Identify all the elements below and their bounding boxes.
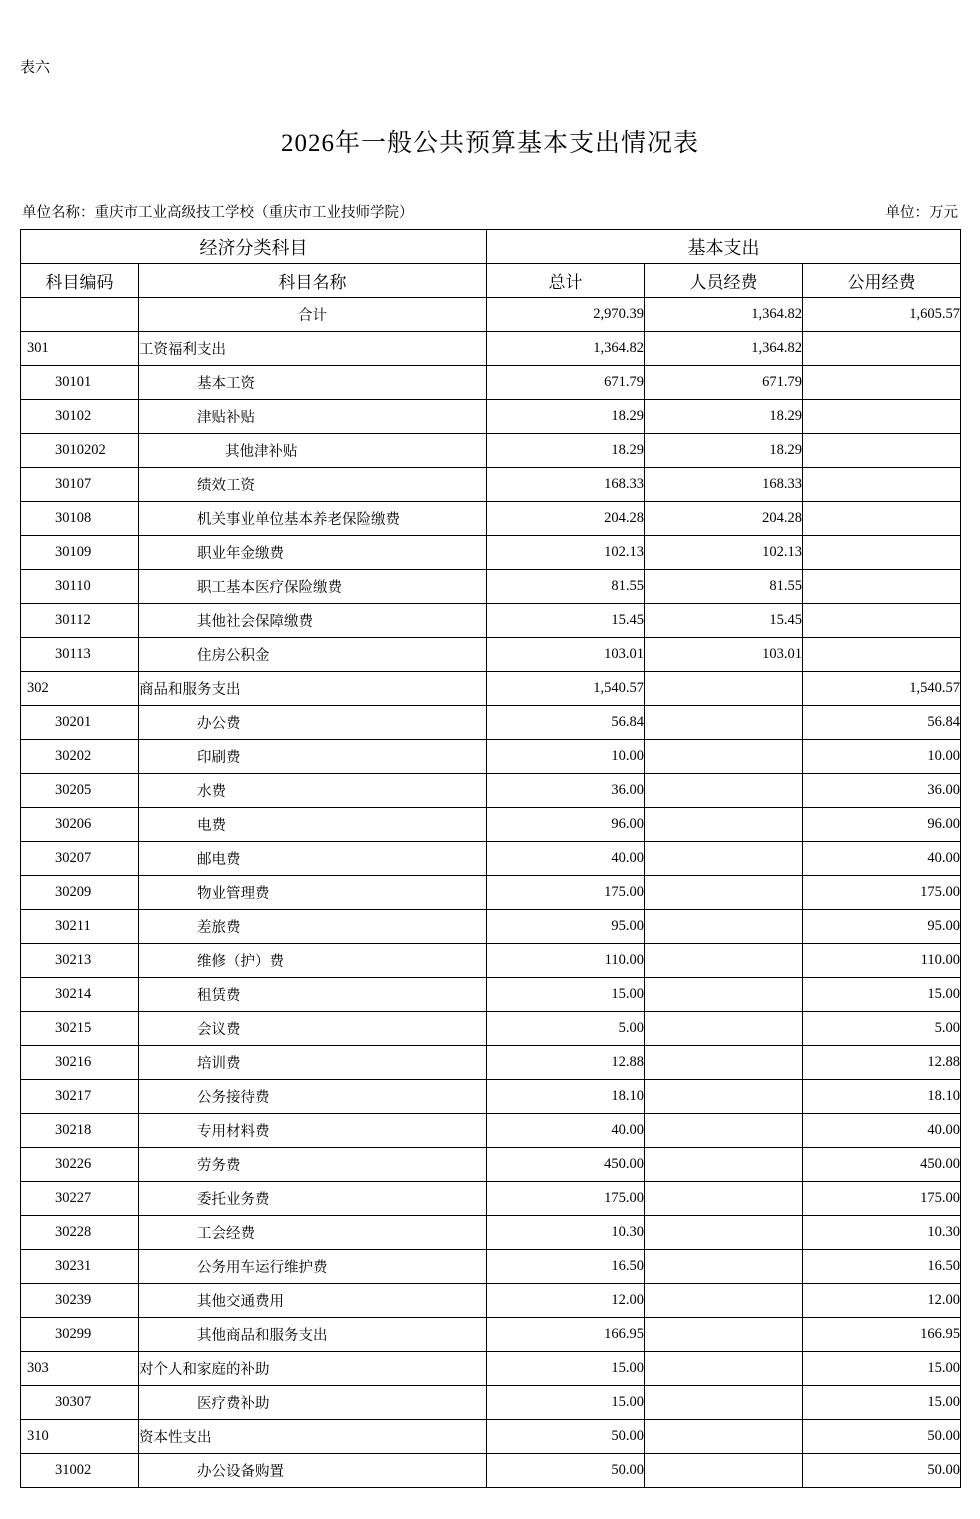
- row-name: 差旅费: [139, 910, 487, 944]
- row-code: 30211: [21, 910, 139, 944]
- table-row: [21, 740, 961, 774]
- row-name: 邮电费: [139, 842, 487, 876]
- row-public: [803, 604, 961, 638]
- row-public: 56.84: [803, 706, 961, 740]
- row-name: 物业管理费: [139, 876, 487, 910]
- row-personnel: [645, 1114, 803, 1148]
- row-total: 103.01: [487, 638, 645, 672]
- row-public: 95.00: [803, 910, 961, 944]
- row-public: 166.95: [803, 1318, 961, 1352]
- row-personnel: [645, 1420, 803, 1454]
- row-personnel: 103.01: [645, 638, 803, 672]
- row-personnel: [645, 1046, 803, 1080]
- table-header: [21, 230, 961, 298]
- row-code: 30202: [21, 740, 139, 774]
- total-empty-code: [21, 298, 139, 332]
- row-name: 医疗费补助: [139, 1386, 487, 1420]
- row-code: 30239: [21, 1284, 139, 1318]
- row-personnel: 81.55: [645, 570, 803, 604]
- row-code: 30112: [21, 604, 139, 638]
- row-public: 12.88: [803, 1046, 961, 1080]
- row-code: 30207: [21, 842, 139, 876]
- row-name: 培训费: [139, 1046, 487, 1080]
- row-personnel: [645, 1216, 803, 1250]
- row-total: 671.79: [487, 366, 645, 400]
- table-row: [21, 978, 961, 1012]
- row-total: 16.50: [487, 1250, 645, 1284]
- row-total: 12.00: [487, 1284, 645, 1318]
- row-code: 30228: [21, 1216, 139, 1250]
- row-code: 30209: [21, 876, 139, 910]
- row-personnel: 671.79: [645, 366, 803, 400]
- row-total: 1,364.82: [487, 332, 645, 366]
- row-total: 40.00: [487, 1114, 645, 1148]
- row-total: 175.00: [487, 876, 645, 910]
- meta-row: [20, 201, 960, 222]
- row-public: 10.00: [803, 740, 961, 774]
- row-code: 30216: [21, 1046, 139, 1080]
- row-total: 18.10: [487, 1080, 645, 1114]
- header-col-personnel: 人员经费: [645, 264, 803, 298]
- row-public: 36.00: [803, 774, 961, 808]
- row-personnel: [645, 1250, 803, 1284]
- row-personnel: [645, 1012, 803, 1046]
- row-total: 450.00: [487, 1148, 645, 1182]
- table-row: [21, 808, 961, 842]
- row-name: 办公费: [139, 706, 487, 740]
- row-personnel: [645, 740, 803, 774]
- row-name: 工会经费: [139, 1216, 487, 1250]
- row-code: 3010202: [21, 434, 139, 468]
- row-personnel: [645, 1318, 803, 1352]
- row-name: 维修（护）费: [139, 944, 487, 978]
- row-name: 会议费: [139, 1012, 487, 1046]
- row-personnel: [645, 1284, 803, 1318]
- row-personnel: [645, 1352, 803, 1386]
- row-code: 302: [21, 672, 139, 706]
- total-value-total: 2,970.39: [487, 298, 645, 332]
- row-personnel: 1,364.82: [645, 332, 803, 366]
- header-economic-category: 经济分类科目: [21, 230, 487, 264]
- row-public: 40.00: [803, 842, 961, 876]
- row-code: 30110: [21, 570, 139, 604]
- table-row: [21, 366, 961, 400]
- row-name: 对个人和家庭的补助: [139, 1352, 487, 1386]
- row-public: 10.30: [803, 1216, 961, 1250]
- table-row: [21, 638, 961, 672]
- table-row: [21, 1148, 961, 1182]
- row-total: 95.00: [487, 910, 645, 944]
- table-row: [21, 468, 961, 502]
- row-name: 津贴补贴: [139, 400, 487, 434]
- table-row: [21, 842, 961, 876]
- row-total: 175.00: [487, 1182, 645, 1216]
- row-total: 1,540.57: [487, 672, 645, 706]
- table-row: [21, 876, 961, 910]
- row-total: 12.88: [487, 1046, 645, 1080]
- table-row: [21, 1454, 961, 1488]
- row-public: 175.00: [803, 876, 961, 910]
- row-personnel: [645, 1454, 803, 1488]
- row-code: 30299: [21, 1318, 139, 1352]
- table-row: [21, 944, 961, 978]
- form-number: 表六: [20, 60, 51, 76]
- row-total: 15.00: [487, 978, 645, 1012]
- row-code: 310: [21, 1420, 139, 1454]
- row-public: 96.00: [803, 808, 961, 842]
- row-code: 30206: [21, 808, 139, 842]
- total-value-personnel: 1,364.82: [645, 298, 803, 332]
- row-personnel: [645, 978, 803, 1012]
- row-public: 175.00: [803, 1182, 961, 1216]
- row-name: 其他交通费用: [139, 1284, 487, 1318]
- row-total: 36.00: [487, 774, 645, 808]
- row-personnel: [645, 1148, 803, 1182]
- row-name: 水费: [139, 774, 487, 808]
- row-code: 30205: [21, 774, 139, 808]
- unit-measure: 单位：万元: [885, 205, 958, 221]
- row-public: 50.00: [803, 1420, 961, 1454]
- row-total: 50.00: [487, 1420, 645, 1454]
- row-name: 资本性支出: [139, 1420, 487, 1454]
- row-personnel: [645, 1386, 803, 1420]
- row-personnel: 168.33: [645, 468, 803, 502]
- row-personnel: 18.29: [645, 434, 803, 468]
- table-row: [21, 1216, 961, 1250]
- row-name: 职业年金缴费: [139, 536, 487, 570]
- row-total: 15.45: [487, 604, 645, 638]
- row-total: 81.55: [487, 570, 645, 604]
- row-public: [803, 332, 961, 366]
- row-total: 204.28: [487, 502, 645, 536]
- row-public: [803, 536, 961, 570]
- row-public: 16.50: [803, 1250, 961, 1284]
- row-personnel: [645, 706, 803, 740]
- row-name: 电费: [139, 808, 487, 842]
- row-name: 办公设备购置: [139, 1454, 487, 1488]
- row-name: 印刷费: [139, 740, 487, 774]
- row-total: 10.00: [487, 740, 645, 774]
- header-sub-row: [21, 264, 961, 298]
- row-name: 公务用车运行维护费: [139, 1250, 487, 1284]
- row-code: 30307: [21, 1386, 139, 1420]
- row-code: 30226: [21, 1148, 139, 1182]
- table-row: [21, 672, 961, 706]
- row-name: 劳务费: [139, 1148, 487, 1182]
- table-row: [21, 1046, 961, 1080]
- row-public: [803, 570, 961, 604]
- table-row: [21, 570, 961, 604]
- row-personnel: 15.45: [645, 604, 803, 638]
- budget-table: [20, 229, 961, 1488]
- row-public: [803, 468, 961, 502]
- row-code: 30215: [21, 1012, 139, 1046]
- row-public: 5.00: [803, 1012, 961, 1046]
- row-public: 15.00: [803, 1386, 961, 1420]
- table-row: [21, 1318, 961, 1352]
- table-row: [21, 1386, 961, 1420]
- row-code: 30201: [21, 706, 139, 740]
- row-total: 15.00: [487, 1352, 645, 1386]
- row-code: 30218: [21, 1114, 139, 1148]
- table-row: [21, 1352, 961, 1386]
- row-personnel: [645, 944, 803, 978]
- page-title: 2026年一般公共预算基本支出情况表: [280, 130, 699, 157]
- row-public: 110.00: [803, 944, 961, 978]
- row-code: 301: [21, 332, 139, 366]
- row-total: 50.00: [487, 1454, 645, 1488]
- row-total: 5.00: [487, 1012, 645, 1046]
- table-row: [21, 1114, 961, 1148]
- row-code: 30231: [21, 1250, 139, 1284]
- table-row: [21, 604, 961, 638]
- row-name: 住房公积金: [139, 638, 487, 672]
- row-total: 10.30: [487, 1216, 645, 1250]
- row-personnel: [645, 1182, 803, 1216]
- row-total: 96.00: [487, 808, 645, 842]
- table-row: [21, 1012, 961, 1046]
- row-public: [803, 366, 961, 400]
- row-name: 职工基本医疗保险缴费: [139, 570, 487, 604]
- table-row: [21, 1182, 961, 1216]
- table-row: [21, 1080, 961, 1114]
- header-col-total: 总计: [487, 264, 645, 298]
- row-public: 15.00: [803, 1352, 961, 1386]
- row-code: 30102: [21, 400, 139, 434]
- row-code: 31002: [21, 1454, 139, 1488]
- table-row: [21, 1420, 961, 1454]
- row-name: 专用材料费: [139, 1114, 487, 1148]
- row-public: [803, 502, 961, 536]
- table-row: [21, 706, 961, 740]
- total-value-public: 1,605.57: [803, 298, 961, 332]
- table-row: [21, 434, 961, 468]
- row-personnel: 18.29: [645, 400, 803, 434]
- row-public: 50.00: [803, 1454, 961, 1488]
- row-code: 30108: [21, 502, 139, 536]
- row-code: 30214: [21, 978, 139, 1012]
- row-total: 56.84: [487, 706, 645, 740]
- table-row: [21, 502, 961, 536]
- row-name: 基本工资: [139, 366, 487, 400]
- row-public: 450.00: [803, 1148, 961, 1182]
- row-personnel: [645, 672, 803, 706]
- row-name: 公务接待费: [139, 1080, 487, 1114]
- row-public: 1,540.57: [803, 672, 961, 706]
- row-code: 30101: [21, 366, 139, 400]
- row-personnel: [645, 808, 803, 842]
- row-personnel: [645, 910, 803, 944]
- table-row: [21, 400, 961, 434]
- header-col-code: 科目编码: [21, 264, 139, 298]
- table-row: [21, 774, 961, 808]
- row-public: [803, 638, 961, 672]
- row-public: 18.10: [803, 1080, 961, 1114]
- row-code: 30217: [21, 1080, 139, 1114]
- row-total: 102.13: [487, 536, 645, 570]
- row-name: 其他津补贴: [139, 434, 487, 468]
- row-code: 30213: [21, 944, 139, 978]
- row-name: 其他社会保障缴费: [139, 604, 487, 638]
- row-name: 绩效工资: [139, 468, 487, 502]
- row-personnel: [645, 774, 803, 808]
- row-public: [803, 434, 961, 468]
- row-total: 18.29: [487, 400, 645, 434]
- row-name: 租赁费: [139, 978, 487, 1012]
- row-personnel: [645, 876, 803, 910]
- row-public: 12.00: [803, 1284, 961, 1318]
- row-total: 168.33: [487, 468, 645, 502]
- unit-name: 单位名称：重庆市工业高级技工学校（重庆市工业技师学院）: [22, 205, 414, 221]
- row-total: 18.29: [487, 434, 645, 468]
- row-total: 110.00: [487, 944, 645, 978]
- row-public: 15.00: [803, 978, 961, 1012]
- row-code: 30107: [21, 468, 139, 502]
- table-row: [21, 910, 961, 944]
- table-row: [21, 1250, 961, 1284]
- header-group-row: [21, 230, 961, 264]
- row-total: 15.00: [487, 1386, 645, 1420]
- header-col-name: 科目名称: [139, 264, 487, 298]
- row-personnel: [645, 842, 803, 876]
- table-row: [21, 1284, 961, 1318]
- table-body: [21, 298, 961, 1488]
- row-name: 其他商品和服务支出: [139, 1318, 487, 1352]
- table-row: [21, 332, 961, 366]
- row-name: 机关事业单位基本养老保险缴费: [139, 502, 487, 536]
- row-total: 40.00: [487, 842, 645, 876]
- row-personnel: 102.13: [645, 536, 803, 570]
- row-code: 30113: [21, 638, 139, 672]
- total-label: 合计: [139, 298, 487, 332]
- row-code: 30109: [21, 536, 139, 570]
- row-public: [803, 400, 961, 434]
- row-name: 委托业务费: [139, 1182, 487, 1216]
- row-code: 30227: [21, 1182, 139, 1216]
- table-row-total: [21, 298, 961, 332]
- row-name: 商品和服务支出: [139, 672, 487, 706]
- header-col-public: 公用经费: [803, 264, 961, 298]
- row-personnel: [645, 1080, 803, 1114]
- row-total: 166.95: [487, 1318, 645, 1352]
- table-row: [21, 536, 961, 570]
- row-public: 40.00: [803, 1114, 961, 1148]
- row-name: 工资福利支出: [139, 332, 487, 366]
- row-personnel: 204.28: [645, 502, 803, 536]
- header-basic-expenditure: 基本支出: [487, 230, 961, 264]
- row-code: 303: [21, 1352, 139, 1386]
